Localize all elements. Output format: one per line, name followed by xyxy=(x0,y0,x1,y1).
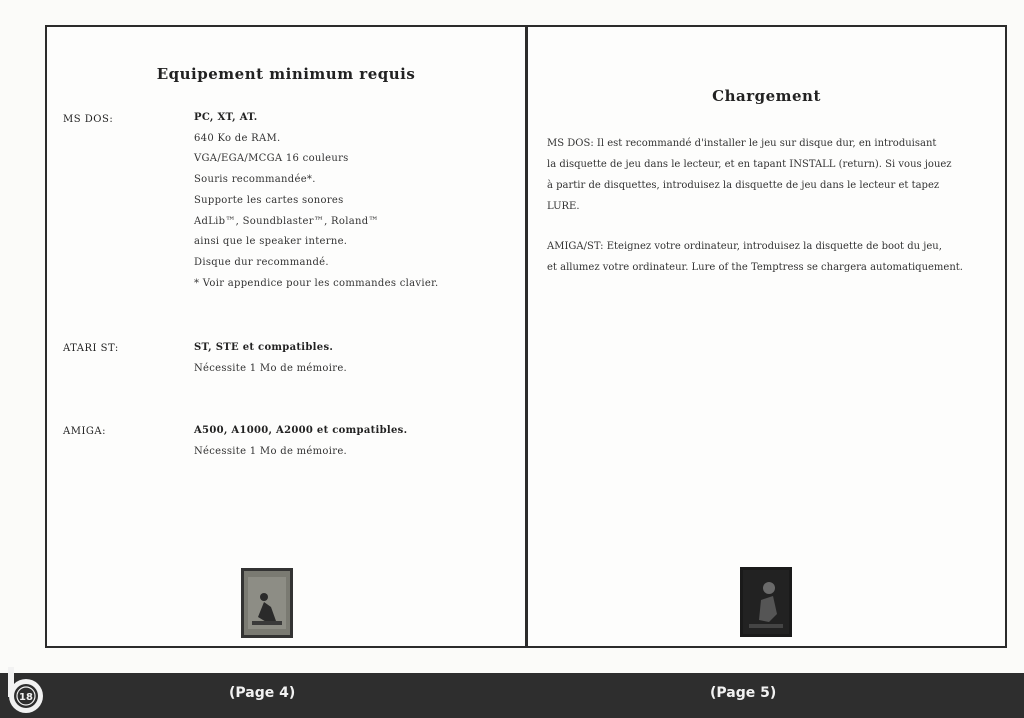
spec-line: * Voir appendice pour les commandes clavier. xyxy=(194,277,439,289)
game-thumbnail-left xyxy=(241,568,293,638)
page-label-right: (Page 5) xyxy=(710,685,777,701)
spec-line: ST, STE et compatibles. xyxy=(194,342,334,353)
spec-line: Supporte les cartes sonores xyxy=(194,194,344,206)
paragraph-line: à partir de disquettes, introduisez la disquette de jeu dans le lecteur et tapez xyxy=(547,180,940,191)
footer-bar xyxy=(0,673,1024,718)
page-number: 18 xyxy=(19,692,33,703)
spec-line: Nécessite 1 Mo de mémoire. xyxy=(194,445,348,457)
section-amiga-specs xyxy=(194,421,407,462)
section-label-msdos: MS DOS: xyxy=(63,114,114,125)
spec-line: PC, XT, AT. xyxy=(194,112,258,123)
paragraph-line: AMIGA/ST: Eteignez votre ordinateur, introduisez la disquette de boot du jeu, xyxy=(547,241,942,252)
right-page xyxy=(526,25,1007,648)
section-atari-specs xyxy=(194,338,347,379)
section-label-atari: ATARI ST: xyxy=(63,343,119,354)
section-msdos-specs xyxy=(194,108,439,294)
brand-logo-icon xyxy=(2,667,54,717)
spec-line: AdLib™, Soundblaster™, Roland™ xyxy=(194,215,379,227)
paragraph-line: LURE. xyxy=(547,201,580,212)
section-label-amiga: AMIGA: xyxy=(63,426,106,437)
paragraph-line: et allumez votre ordinateur. Lure of the Temptress se chargera automatiquement. xyxy=(547,262,963,273)
paragraph-msdos xyxy=(547,133,983,217)
right-page-title: Chargement xyxy=(712,87,821,105)
spec-line: 640 Ko de RAM. xyxy=(194,132,281,144)
paragraph-line: MS DOS: Il est recommandé d'installer le jeu sur disque dur, en introduisant xyxy=(547,138,937,149)
paragraph-line: la disquette de jeu dans le lecteur, et en tapant INSTALL (return). Si vous jouez xyxy=(547,159,952,170)
spec-line: Souris recommandée*. xyxy=(194,174,316,186)
game-thumbnail-right xyxy=(740,567,792,637)
left-page-title: Equipement minimum requis xyxy=(156,65,416,83)
spec-line: A500, A1000, A2000 et compatibles. xyxy=(194,425,408,436)
page-label-left: (Page 4) xyxy=(229,685,296,701)
spec-line: Nécessite 1 Mo de mémoire. xyxy=(194,362,348,374)
spec-line: Disque dur recommandé. xyxy=(194,256,329,268)
spec-line: VGA/EGA/MCGA 16 couleurs xyxy=(194,153,349,165)
spec-line: ainsi que le speaker interne. xyxy=(194,236,348,248)
thumbnail-illustration xyxy=(244,571,290,635)
paragraph-amiga-st xyxy=(547,236,983,278)
left-page xyxy=(45,25,527,648)
thumbnail-illustration xyxy=(743,570,789,634)
